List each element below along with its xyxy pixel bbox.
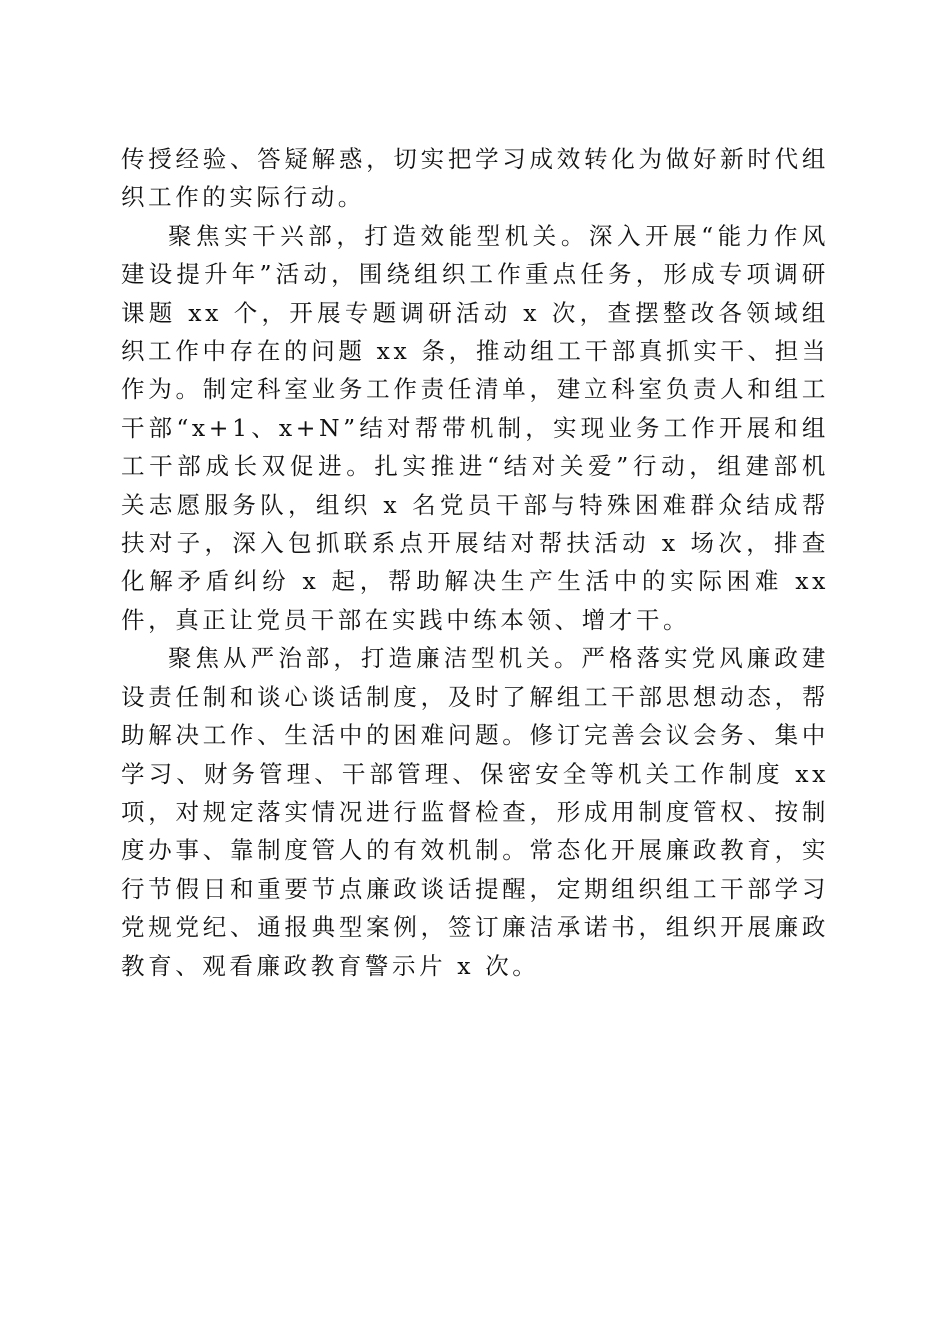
paragraph-continuation: 传授经验、答疑解惑，切实把学习成效转化为做好新时代组织工作的实际行动。 (121, 145, 829, 212)
document-body (121, 140, 829, 985)
paragraph-efficiency-organ: 聚焦实干兴部，打造效能型机关。深入开展“能力作风建设提升年”活动，围绕组织工作重点任务，形成专项调研课题 xx 个，开展专题调研活动 x 次，查摆整改各领域组织工作中存在的问题 xx 条，推动组工干部真抓实干、担当作为。制定科室业务工作责任清单，建立科室负责人和组工干部“x+1、x+N”结对帮带机制，实现业务工作开展和组工干部成长双促进。扎实推进“结对关爱”行动，组建部机关志愿服务队，组织 x 名党员干部与特殊困难群众结成帮扶对子，深入包抓联系点开展结对帮扶活动 x 场次，排查化解矛盾纠纷 x 起，帮助解决生产生活中的实际困难 xx 件，真正让党员干部在实践中练本领、增才干。 (121, 221, 829, 634)
paragraph-clean-organ: 聚焦从严治部，打造廉洁型机关。严格落实党风廉政建设责任制和谈心谈话制度，及时了解组工干部思想动态，帮助解决工作、生活中的困难问题。修订完善会议会务、集中学习、财务管理、干部管理、保密安全等机关工作制度 xx 项，对规定落实情况进行监督检查，形成用制度管权、按制度办事、靠制度管人的有效机制。常态化开展廉政教育，实行节假日和重要节点廉政谈话提醒，定期组织组工干部学习党规党纪、通报典型案例，签订廉洁承诺书，组织开展廉政教育、观看廉政教育警示片 x 次。 (121, 644, 829, 980)
